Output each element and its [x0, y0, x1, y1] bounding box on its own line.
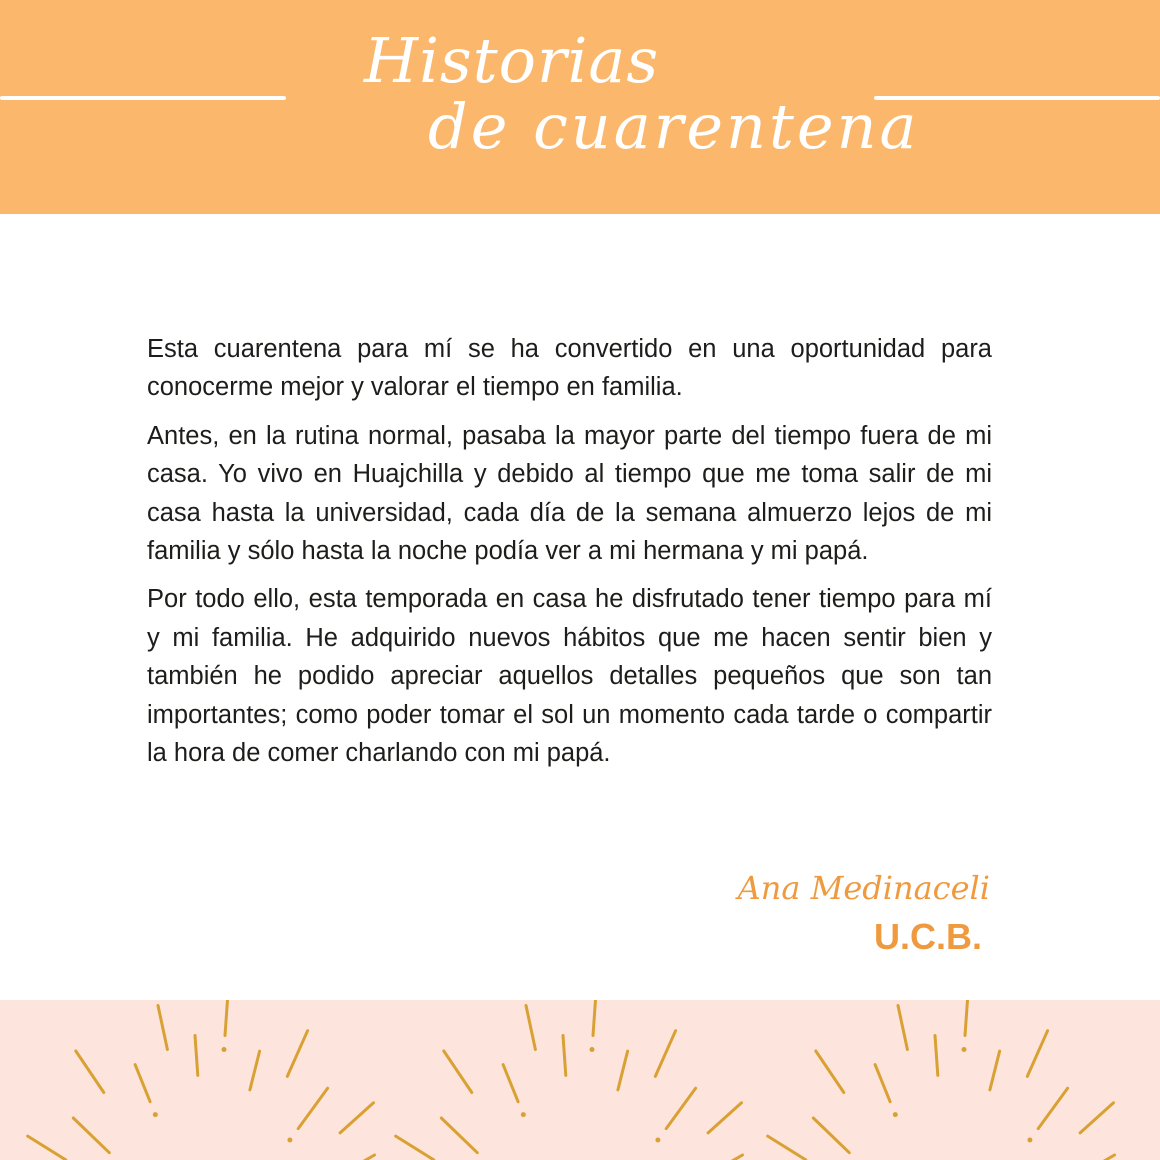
sunburst-ray — [503, 1065, 518, 1102]
sunburst-ray — [195, 1036, 198, 1076]
sunburst-ray — [526, 1006, 535, 1050]
sunburst-ray — [875, 1065, 890, 1102]
sunburst-ray — [1076, 1155, 1115, 1160]
article-paragraph-3: Por todo ello, esta temporada en casa he disfrutado tener tiempo para mí y mi familia. He adquirido nuevos hábitos que me hacen sentir bien y también he podido apreciar aquellos detalles pequeños que son tan importantes; como poder tomar el sol un momento cada tarde o compartir la hora de comer charlando con mi papá. — [147, 585, 992, 768]
sunburst-ray — [396, 1136, 434, 1160]
sunburst-ray — [76, 1051, 104, 1093]
article-paragraph-1: Esta cuarentena para mí se ha convertido en una oportunidad para conocerme mejor y valorar el tiempo en familia. — [147, 335, 992, 402]
sunburst-dot — [590, 1047, 595, 1052]
sunburst-ray — [225, 1000, 228, 1036]
sunburst-dot — [962, 1047, 967, 1052]
sunburst-dot — [1027, 1138, 1032, 1143]
sunburst-ray — [813, 1118, 849, 1153]
article-body — [147, 330, 992, 782]
sunburst-ray — [768, 1136, 806, 1160]
sunburst-dot — [222, 1047, 227, 1052]
page-title-line2: de cuarentena — [428, 90, 920, 163]
header-rule-left — [0, 96, 286, 100]
sunburst-ray — [340, 1103, 373, 1133]
sunburst-icon — [15, 1000, 405, 1160]
sunburst-ray — [250, 1051, 260, 1090]
sunburst-ray — [708, 1103, 741, 1133]
sunburst-ray — [563, 1036, 566, 1076]
sunburst-icon — [755, 1000, 1145, 1160]
footer-ornaments — [0, 1000, 1160, 1160]
author-name: Ana Medinaceli — [737, 869, 990, 907]
sunburst-ray — [816, 1051, 844, 1093]
sunburst-ray — [618, 1051, 628, 1090]
sunburst-ray — [158, 1006, 167, 1050]
sunburst-ray — [287, 1031, 307, 1077]
footer-decoration — [0, 1000, 1160, 1160]
sunburst-ray — [1080, 1103, 1113, 1133]
sunburst-ray — [593, 1000, 596, 1036]
sunburst-ray — [28, 1136, 66, 1160]
sunburst-ray — [298, 1088, 327, 1128]
sunburst-icon — [383, 1000, 773, 1160]
sunburst-dot — [521, 1112, 526, 1117]
sunburst-dot — [655, 1138, 660, 1143]
page-title-line1: Historias — [364, 24, 660, 97]
sunburst-ray — [1038, 1088, 1067, 1128]
sunburst-ray — [666, 1088, 695, 1128]
sunburst-ray — [704, 1155, 743, 1160]
signature — [738, 866, 990, 960]
sunburst-ray — [135, 1065, 150, 1102]
sunburst-dot — [893, 1112, 898, 1117]
article-paragraph-2: Antes, en la rutina normal, pasaba la mayor parte del tiempo fuera de mi casa. Yo vivo en Huajchilla y debido al tiempo que me toma salir de mi casa hasta la universidad, cada día de la semana almuerzo lejos de mi familia y sólo hasta la noche podía ver a mi hermana y mi papá. — [147, 421, 992, 566]
author-institution: U.C.B. — [874, 916, 982, 957]
sunburst-dot — [287, 1138, 292, 1143]
sunburst-ray — [935, 1036, 938, 1076]
sunburst-ray — [1027, 1031, 1047, 1077]
sunburst-ray — [441, 1118, 477, 1153]
sunburst-ray — [655, 1031, 675, 1077]
sunburst-dot — [153, 1112, 158, 1117]
sunburst-ray — [898, 1006, 907, 1050]
header-banner — [0, 0, 1160, 214]
sunburst-ray — [444, 1051, 472, 1093]
sunburst-ray — [990, 1051, 1000, 1090]
sunburst-ray — [965, 1000, 968, 1036]
sunburst-ray — [73, 1118, 109, 1153]
sunburst-ray — [336, 1155, 375, 1160]
